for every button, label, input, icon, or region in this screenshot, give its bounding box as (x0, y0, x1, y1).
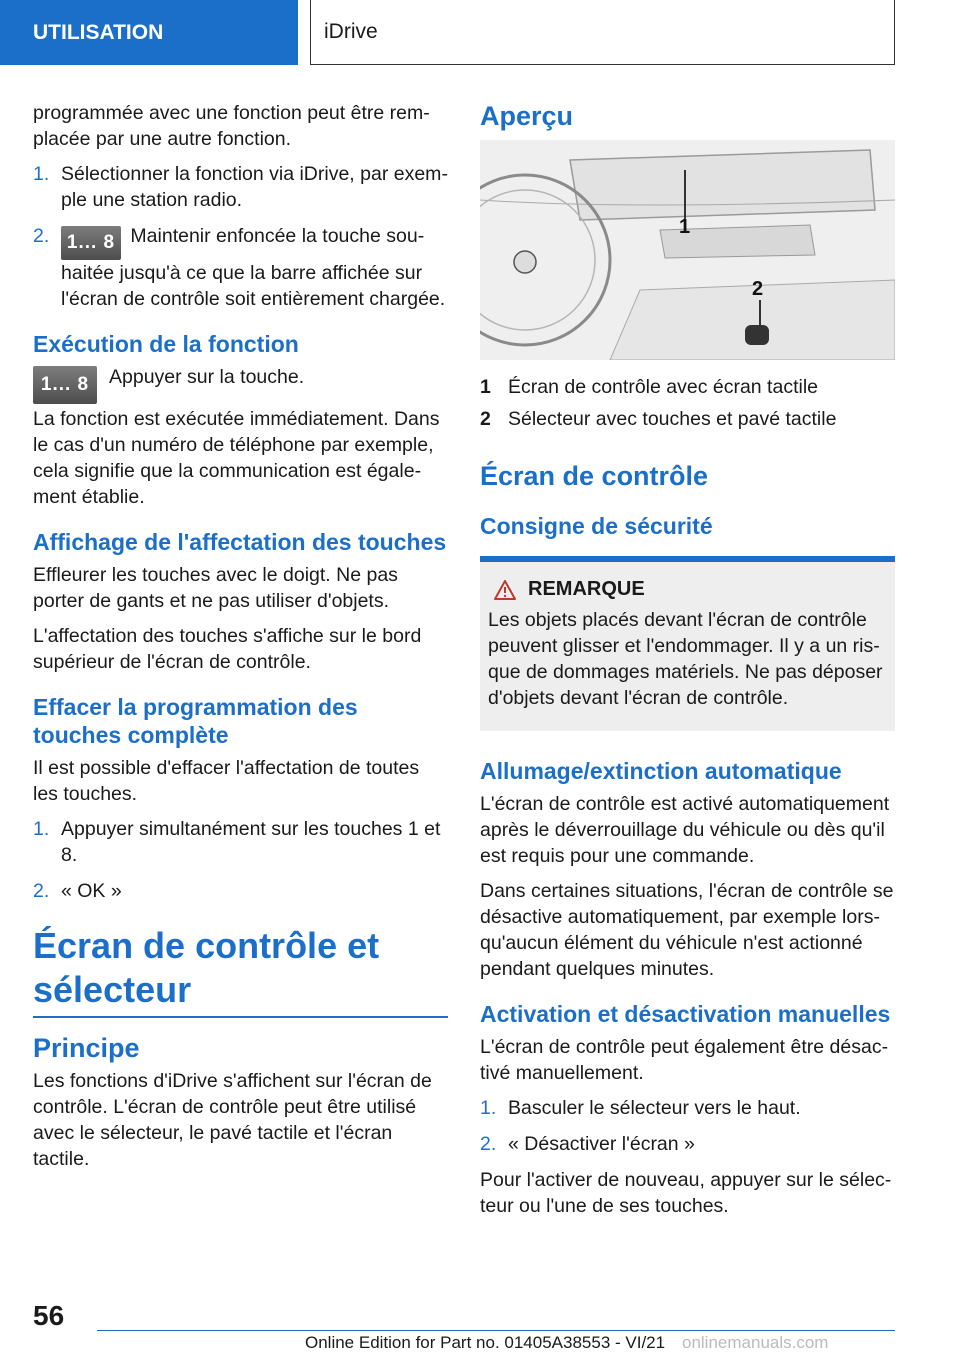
principle-text: Les fonctions d'iDrive s'affichent sur l'écran de contrôle. L'écran de contrôle peut être utilisé avec le sélecteur, le pavé tactile et l'écran tactile. (33, 1070, 432, 1170)
notice-header (494, 578, 887, 601)
step-number: 2. (33, 880, 50, 902)
heading-manual-activation: Activation et désactivation manuelles (480, 1001, 891, 1027)
dashboard-drawing (480, 140, 895, 360)
auto-onoff-p2: Dans certaines situations, l'écran de contrôle se désactive automatiquement, par exemple lorsqu'aucun élément du véhicule n'est actionné pendant quelques minutes. (480, 880, 894, 980)
heading-control-display: Écran de contrôle (480, 461, 709, 491)
auto-onoff-p1: L'écran de contrôle est activé automatiquement après le déverrouillage du véhicule ou dès qu'il est requis pour une commande. (480, 793, 890, 867)
chapter-heading: Écran de contrôle et sélecteur (33, 924, 448, 1018)
manual-activation-p1: L'écran de contrôle peut également être désactivé manuellement. (480, 1036, 889, 1084)
dashboard-illustration (480, 140, 895, 360)
footer-watermark: onlinemanuals.com (682, 1333, 829, 1352)
step-number: 2. (480, 1133, 497, 1155)
legend-number: 2 (480, 408, 491, 430)
legend-text: Sélecteur avec touches et pavé tactile (508, 408, 837, 430)
step-number: 2. (33, 225, 50, 247)
step-number: 1. (480, 1097, 497, 1119)
heading-key-assignment: Affichage de l'affectation des touches (33, 529, 447, 555)
list-item (33, 878, 448, 904)
footer-divider (97, 1330, 895, 1331)
step-number: 1. (33, 163, 50, 185)
legend-item (480, 374, 895, 400)
heading-principle: Principe (33, 1033, 140, 1063)
footer-edition: Online Edition for Part no. 01405A38553 - VI/21 (305, 1333, 666, 1352)
clear-programming-text: Il est possible d'effacer l'affectation de toutes les touches. (33, 757, 420, 805)
page-number: 56 (33, 1300, 65, 1331)
manual-activation-p2: Pour l'activer de nouveau, appuyer sur le sélecteur ou l'une de ses touches. (480, 1169, 892, 1217)
callout-1: 1 (679, 216, 691, 238)
chapter-tab (310, 0, 895, 65)
program-steps (33, 161, 448, 312)
execution-text: Appuyer sur la touche. (109, 366, 305, 388)
intro-paragraph: programmée avec une fonction peut être remplacée par une autre fonction. (33, 102, 430, 150)
step-text-wrap (61, 223, 448, 312)
left-column (33, 100, 448, 1181)
step-text: « Désactiver l'écran » (508, 1133, 695, 1155)
heading-auto-onoff: Allumage/extinction automatique (480, 758, 842, 784)
execution-description: La fonction est exécutée immédiatement. Dans le cas d'un numéro de téléphone par exemple, cela signifie que la communication est également établie. (33, 408, 440, 508)
notice-text: Les objets placés devant l'écran de contrôle peuvent glisser et l'endommager. Il y a un risque de dommages matériels. Ne pas déposer d'objets devant l'écran de contrôle. (488, 609, 883, 709)
legend-item (480, 406, 895, 432)
execution-block (33, 364, 448, 406)
manual-steps (480, 1095, 895, 1157)
favorite-key-icon: 1... 8 (33, 366, 97, 404)
right-column (480, 100, 895, 1228)
favorite-key-icon: 1... 8 (61, 226, 121, 260)
chapter-title: iDrive (324, 20, 378, 43)
legend-text: Écran de contrôle avec écran tactile (508, 376, 819, 398)
step-text: Sélectionner la fonction via iDrive, par exemple une station radio. (61, 163, 448, 211)
heading-safety: Consigne de sécurité (480, 513, 713, 539)
step-text: Appuyer simultanément sur les touches 1 et 8. (61, 818, 441, 866)
key-assignment-p1: Effleurer les touches avec le doigt. Ne pas porter de gants et ne pas utiliser d'objets. (33, 564, 398, 612)
legend-number: 1 (480, 376, 491, 398)
step-number: 1. (33, 818, 50, 840)
callout-2: 2 (752, 278, 764, 300)
list-item (33, 161, 448, 213)
heading-execution: Exécution de la fonction (33, 331, 299, 357)
section-title: UTILISATION (33, 20, 164, 44)
warning-icon (494, 580, 516, 600)
clear-steps (33, 816, 448, 904)
section-tab (0, 0, 298, 65)
step-text: « OK » (61, 880, 122, 902)
step-text: Basculer le sélecteur vers le haut. (508, 1097, 801, 1119)
heading-clear-programming: Effacer la programmation des touches complète (33, 694, 358, 748)
list-item (480, 1131, 895, 1157)
heading-overview: Aperçu (480, 101, 574, 131)
step-text: Maintenir enfoncée la touche souhaitée jusqu'à ce que la barre affichée sur l'écran de contrôle soit entièrement chargée. (61, 225, 446, 310)
list-item (33, 223, 448, 312)
list-item (480, 1095, 895, 1121)
key-assignment-p2: L'affectation des touches s'affiche sur le bord supérieur de l'écran de contrôle. (33, 625, 422, 673)
notice-title: REMARQUE (528, 578, 645, 600)
list-item (33, 816, 448, 868)
figure-legend (480, 374, 895, 432)
notice-box (480, 556, 895, 731)
